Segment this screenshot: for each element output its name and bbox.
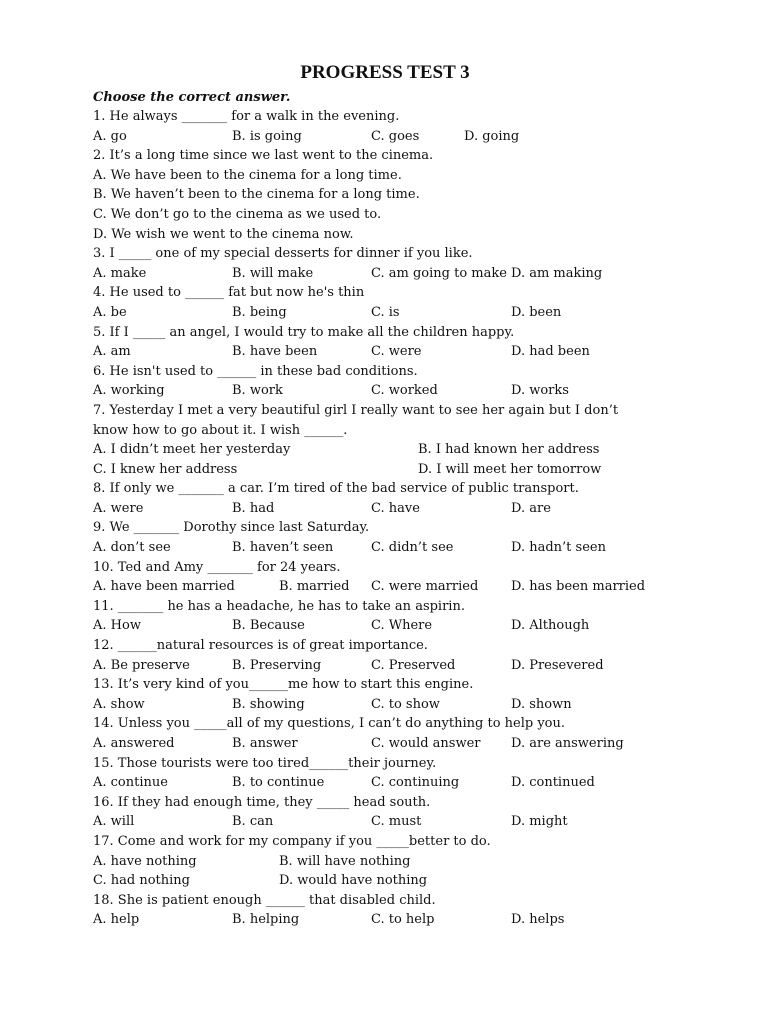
question-text: 15. Those tourists were too tired______their journey. (93, 755, 437, 771)
option-row (93, 871, 673, 891)
answer-option-a[interactable]: A. working (93, 383, 165, 399)
answer-option-c[interactable]: C. have (371, 500, 420, 516)
answer-option-a[interactable]: A. answered (93, 736, 175, 751)
question-6 (93, 362, 673, 401)
question-12 (93, 636, 673, 675)
question-11 (93, 597, 673, 636)
answer-option-b[interactable]: B. haven’t seen (232, 540, 334, 556)
answer-option-b[interactable]: B. is going (232, 128, 302, 144)
answer-option-a[interactable]: A. How (93, 618, 141, 634)
answer-option-c[interactable]: C. to show (371, 696, 440, 712)
option-row (93, 460, 673, 480)
option-row (93, 264, 673, 284)
answer-option-b[interactable]: B. have been (232, 344, 318, 360)
question-text: 11. _______ he has a headache, he has to take an aspirin. (93, 598, 465, 614)
question-text: 5. If I _____ an angel, I would try to make all the children happy. (93, 324, 515, 340)
question-text: 18. She is patient enough ______ that disabled child. (93, 892, 436, 908)
question-17 (93, 832, 673, 891)
answer-option-b[interactable]: B. Preserving (232, 657, 322, 673)
option-row (93, 812, 673, 832)
question-text: 9. We _______ Dorothy since last Saturday. (93, 520, 370, 536)
answer-option-c[interactable]: C. must (371, 814, 422, 830)
answer-option-d[interactable]: D. are answering (511, 736, 624, 751)
option-row (93, 656, 673, 676)
question-text: 3. I _____ one of my special desserts for dinner if you like. (93, 246, 473, 262)
question-4 (93, 283, 673, 322)
answer-option-c[interactable]: C. would answer (371, 736, 481, 751)
option-row (93, 303, 673, 323)
answer-option-c[interactable]: C. had nothing (93, 873, 190, 889)
option-row (93, 734, 673, 754)
answer-option-c[interactable]: C. I knew her address (93, 461, 238, 477)
question-text: 12. ______natural resources is of great importance. (93, 638, 428, 654)
question-15 (93, 754, 673, 793)
answer-option-d[interactable]: D. works (511, 383, 569, 399)
answer-option-a[interactable]: A. be (93, 304, 127, 320)
answer-option-c[interactable]: C. didn’t see (371, 540, 454, 556)
answer-option-c[interactable]: C. continuing (371, 775, 460, 791)
question-3 (93, 244, 673, 283)
answer-option-c[interactable]: C. am going to make (371, 265, 507, 281)
option-row (93, 910, 673, 930)
question-list (93, 107, 673, 930)
answer-option-c[interactable]: C. goes (371, 128, 420, 144)
answer-option-d[interactable]: D. been (511, 304, 562, 320)
answer-option-b[interactable]: B. We haven’t been to the cinema for a long time. (93, 187, 420, 203)
question-text: 16. If they had enough time, they _____ head south. (93, 794, 431, 810)
answer-option-c[interactable]: C. Where (371, 618, 433, 634)
answer-option-c[interactable]: C. We don’t go to the cinema as we used to. (93, 206, 382, 222)
question-10 (93, 558, 673, 597)
answer-option-a[interactable]: A. help (93, 912, 140, 928)
answer-option-c[interactable]: C. to help (371, 912, 435, 928)
answer-option-a[interactable]: A. show (93, 696, 145, 712)
answer-option-a[interactable]: A. Be preserve (93, 657, 190, 673)
answer-option-c[interactable]: C. worked (371, 383, 438, 399)
option-row (93, 852, 673, 872)
question-8 (93, 479, 673, 518)
option-row (93, 577, 673, 597)
answer-option-b[interactable]: B. can (232, 814, 274, 830)
worksheet (93, 60, 673, 930)
answer-option-b[interactable]: B. married (279, 579, 350, 595)
answer-option-d[interactable]: D. Presevered (511, 657, 604, 673)
answer-option-a[interactable]: A. have been married (93, 579, 235, 595)
answer-option-a[interactable]: A. will (93, 814, 135, 830)
option-row (93, 185, 673, 205)
question-text: 2. It’s a long time since we last went to the cinema. (93, 148, 434, 164)
option-row (93, 205, 673, 225)
question-13 (93, 675, 673, 714)
answer-option-d[interactable]: D. I will meet her tomorrow (418, 461, 602, 477)
answer-option-b[interactable]: B. work (232, 383, 283, 399)
answer-option-a[interactable]: A. don’t see (93, 540, 171, 556)
question-text: 6. He isn't used to ______ in these bad conditions. (93, 363, 418, 379)
answer-option-c[interactable]: C. were married (371, 579, 479, 595)
answer-option-d[interactable]: D. Although (511, 618, 590, 634)
option-row (93, 499, 673, 519)
answer-option-a[interactable]: A. make (93, 265, 147, 281)
option-row (93, 695, 673, 715)
option-row (93, 538, 673, 558)
answer-option-b[interactable]: B. helping (232, 912, 300, 928)
option-row (93, 342, 673, 362)
answer-option-a[interactable]: A. were (93, 500, 144, 516)
page-title: PROGRESS TEST 3 (300, 62, 470, 83)
answer-option-d[interactable]: D. would have nothing (279, 873, 428, 889)
answer-option-a[interactable]: A. am (93, 344, 131, 360)
question-7 (93, 401, 673, 479)
answer-option-a[interactable]: A. I didn’t meet her yesterday (93, 442, 291, 458)
question-text: 4. He used to ______ fat but now he's thin (93, 285, 365, 301)
question-text: 14. Unless you _____all of my questions, I can’t do anything to help you. (93, 716, 566, 732)
answer-option-d[interactable]: D. hadn’t seen (511, 540, 606, 556)
question-text: 1. He always _______ for a walk in the evening. (93, 109, 400, 124)
answer-option-b[interactable]: B. showing (232, 696, 305, 712)
answer-option-b[interactable]: B. will make (232, 265, 314, 281)
answer-option-c[interactable]: C. were (371, 344, 422, 360)
answer-option-b[interactable]: B. had (232, 500, 275, 516)
answer-option-d[interactable]: D. might (511, 814, 568, 830)
question-text: 7. Yesterday I met a very beautiful girl I really want to see her again but I don’t know how to go about it. I wish ______. (93, 402, 619, 438)
option-row (93, 440, 673, 460)
answer-option-b[interactable]: B. to continue (232, 775, 325, 791)
answer-option-d[interactable]: D. going (464, 128, 520, 144)
question-text: 13. It’s very kind of you______me how to start this engine. (93, 677, 474, 693)
question-14 (93, 714, 673, 753)
answer-option-d[interactable]: D. shown (511, 696, 572, 712)
answer-option-c[interactable]: C. is (371, 304, 400, 320)
answer-option-d[interactable]: D. We wish we went to the cinema now. (93, 226, 354, 242)
answer-option-d[interactable]: D. has been married (511, 579, 646, 595)
option-row (93, 127, 673, 147)
option-row (93, 773, 673, 793)
answer-option-b[interactable]: B. answer (232, 736, 298, 751)
instruction: Choose the correct answer. (93, 90, 291, 105)
answer-option-d[interactable]: D. am making (511, 265, 603, 281)
answer-option-d[interactable]: D. helps (511, 912, 565, 928)
answer-option-d[interactable]: D. continued (511, 775, 595, 791)
answer-option-a[interactable]: A. go (93, 128, 127, 144)
option-row (93, 616, 673, 636)
question-9 (93, 518, 673, 557)
question-1 (93, 107, 673, 146)
question-2 (93, 146, 673, 244)
answer-option-c[interactable]: C. Preserved (371, 657, 456, 673)
answer-option-a[interactable]: A. continue (93, 775, 168, 791)
answer-option-b[interactable]: B. being (232, 304, 287, 320)
question-16 (93, 793, 673, 832)
question-text: 8. If only we _______ a car. I’m tired of the bad service of public transport. (93, 481, 579, 497)
question-text: 10. Ted and Amy _______ for 24 years. (93, 559, 341, 575)
question-18 (93, 891, 673, 930)
option-row (93, 381, 673, 401)
answer-option-a[interactable]: A. We have been to the cinema for a long time. (93, 167, 402, 183)
question-5 (93, 323, 673, 362)
answer-option-b[interactable]: B. will have nothing (279, 853, 411, 869)
question-text: 17. Come and work for my company if you _____better to do. (93, 833, 491, 849)
answer-option-d[interactable]: D. are (511, 500, 551, 516)
answer-option-d[interactable]: D. had been (511, 344, 590, 360)
option-row (93, 166, 673, 186)
answer-option-b[interactable]: B. Because (232, 618, 305, 634)
option-row (93, 225, 673, 245)
answer-option-a[interactable]: A. have nothing (93, 853, 197, 869)
answer-option-b[interactable]: B. I had known her address (418, 442, 600, 458)
